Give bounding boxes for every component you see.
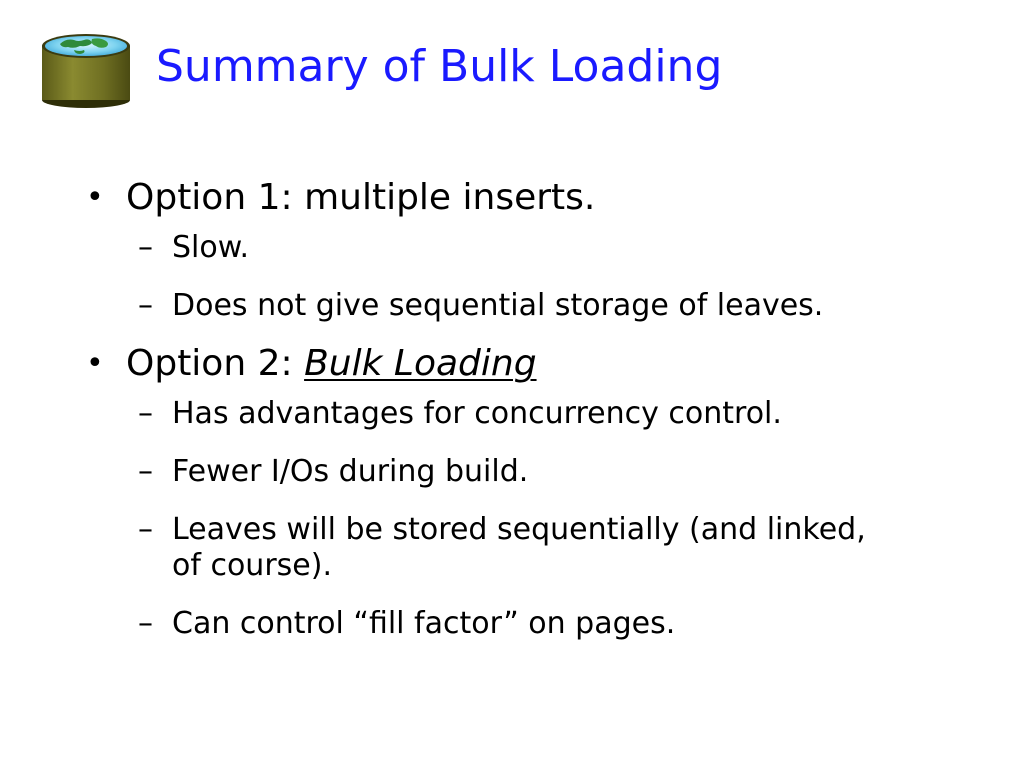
bullet-text: Option 1: multiple inserts. [126, 177, 596, 218]
sub-bullet-item [86, 454, 986, 490]
sub-bullet-item [86, 288, 986, 324]
sub-bullet-marker: – [138, 606, 153, 641]
sub-bullet-text: Can control “fill factor” on pages. [172, 606, 676, 641]
sub-bullet-item [86, 606, 986, 642]
bullet-marker: • [86, 180, 104, 215]
sub-bullet-text: Fewer I/Os during build. [172, 454, 529, 489]
sub-bullet-marker: – [138, 396, 153, 431]
bullet-emphasis: Bulk Loading [304, 343, 537, 384]
sub-bullet-item [86, 396, 986, 432]
bullet-item [86, 172, 986, 224]
bullet-text: Option 2: [126, 343, 305, 384]
sub-bullet-text: Has advantages for concurrency control. [172, 396, 782, 431]
sub-bullet-text: Leaves will be stored sequentially (and linked, of course). [172, 512, 866, 583]
sub-bullet-text: Slow. [172, 230, 250, 265]
sub-bullet-marker: – [138, 512, 153, 547]
sub-bullet-item [86, 512, 892, 584]
sub-bullet-marker: – [138, 454, 153, 489]
sub-bullet-marker: – [138, 288, 153, 323]
slide-title: Summary of Bulk Loading [156, 41, 723, 92]
bullet-item [86, 338, 986, 390]
bullet-marker: • [86, 346, 104, 381]
sub-bullet-item [86, 230, 986, 266]
sub-bullet-marker: – [138, 230, 153, 265]
database-globe-icon [40, 30, 132, 110]
sub-bullet-text: Does not give sequential storage of leaves. [172, 288, 824, 323]
bullet-list [86, 172, 986, 664]
